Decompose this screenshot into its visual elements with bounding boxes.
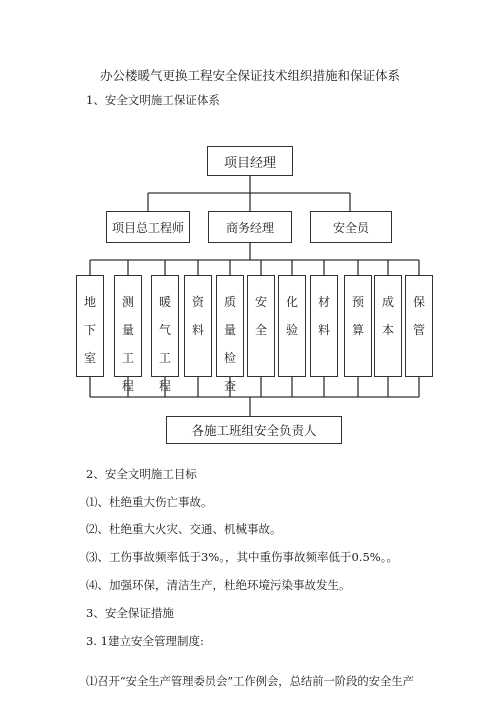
org-dept-materials: 材 料 [310,275,338,377]
subsection-heading: 3. 1建立安全管理制度: [86,634,204,648]
org-dept-basement: 地 下 室 [76,275,104,377]
measure-paragraph-1: ⑴召开“安全生产管理委员会”工作例会，总结前一阶段的安全生产 [86,675,414,688]
org-dept-storage: 保 管 [405,275,433,377]
org-dept-budget: 预 算 [344,275,372,377]
org-dept-surveying: 测 量 工 程 [114,275,142,377]
section-heading-3: 3、安全保证措施 [86,606,174,620]
org-node-project-manager: 项目经理 [207,146,293,176]
section-heading-1: 1、安全文明施工保证体系 [86,93,220,107]
goal-item-2: ⑵、杜绝重大火灾、交通、机械事故。 [86,522,282,536]
org-dept-quality: 质 量 检 查 [216,275,244,377]
org-dept-heating: 暖 气 工 程 [151,275,179,377]
goal-item-3: ⑶、工伤事故频率低于3%。，其中重伤事故频率低于0.5%。。 [86,550,398,564]
org-node-team-safety-leads: 各施工班组安全负责人 [166,416,342,444]
document-title: 办公楼暖气更换工程安全保证技术组织措施和保证体系 [99,68,400,83]
org-node-safety-officer: 安全员 [310,211,392,243]
org-dept-testing: 化 验 [278,275,306,377]
goal-item-4: ⑷、加强环保，清洁生产，杜绝环境污染事故发生。 [86,578,351,592]
org-node-chief-engineer: 项目总工程师 [106,211,190,243]
org-dept-cost: 成 本 [374,275,402,377]
goal-item-1: ⑴、杜绝重大伤亡事故。 [86,495,213,509]
org-dept-documents: 资 料 [184,275,212,377]
org-dept-safety: 安 全 [247,275,275,377]
section-heading-2: 2、安全文明施工目标 [86,467,197,481]
org-node-business-manager: 商务经理 [208,211,292,243]
